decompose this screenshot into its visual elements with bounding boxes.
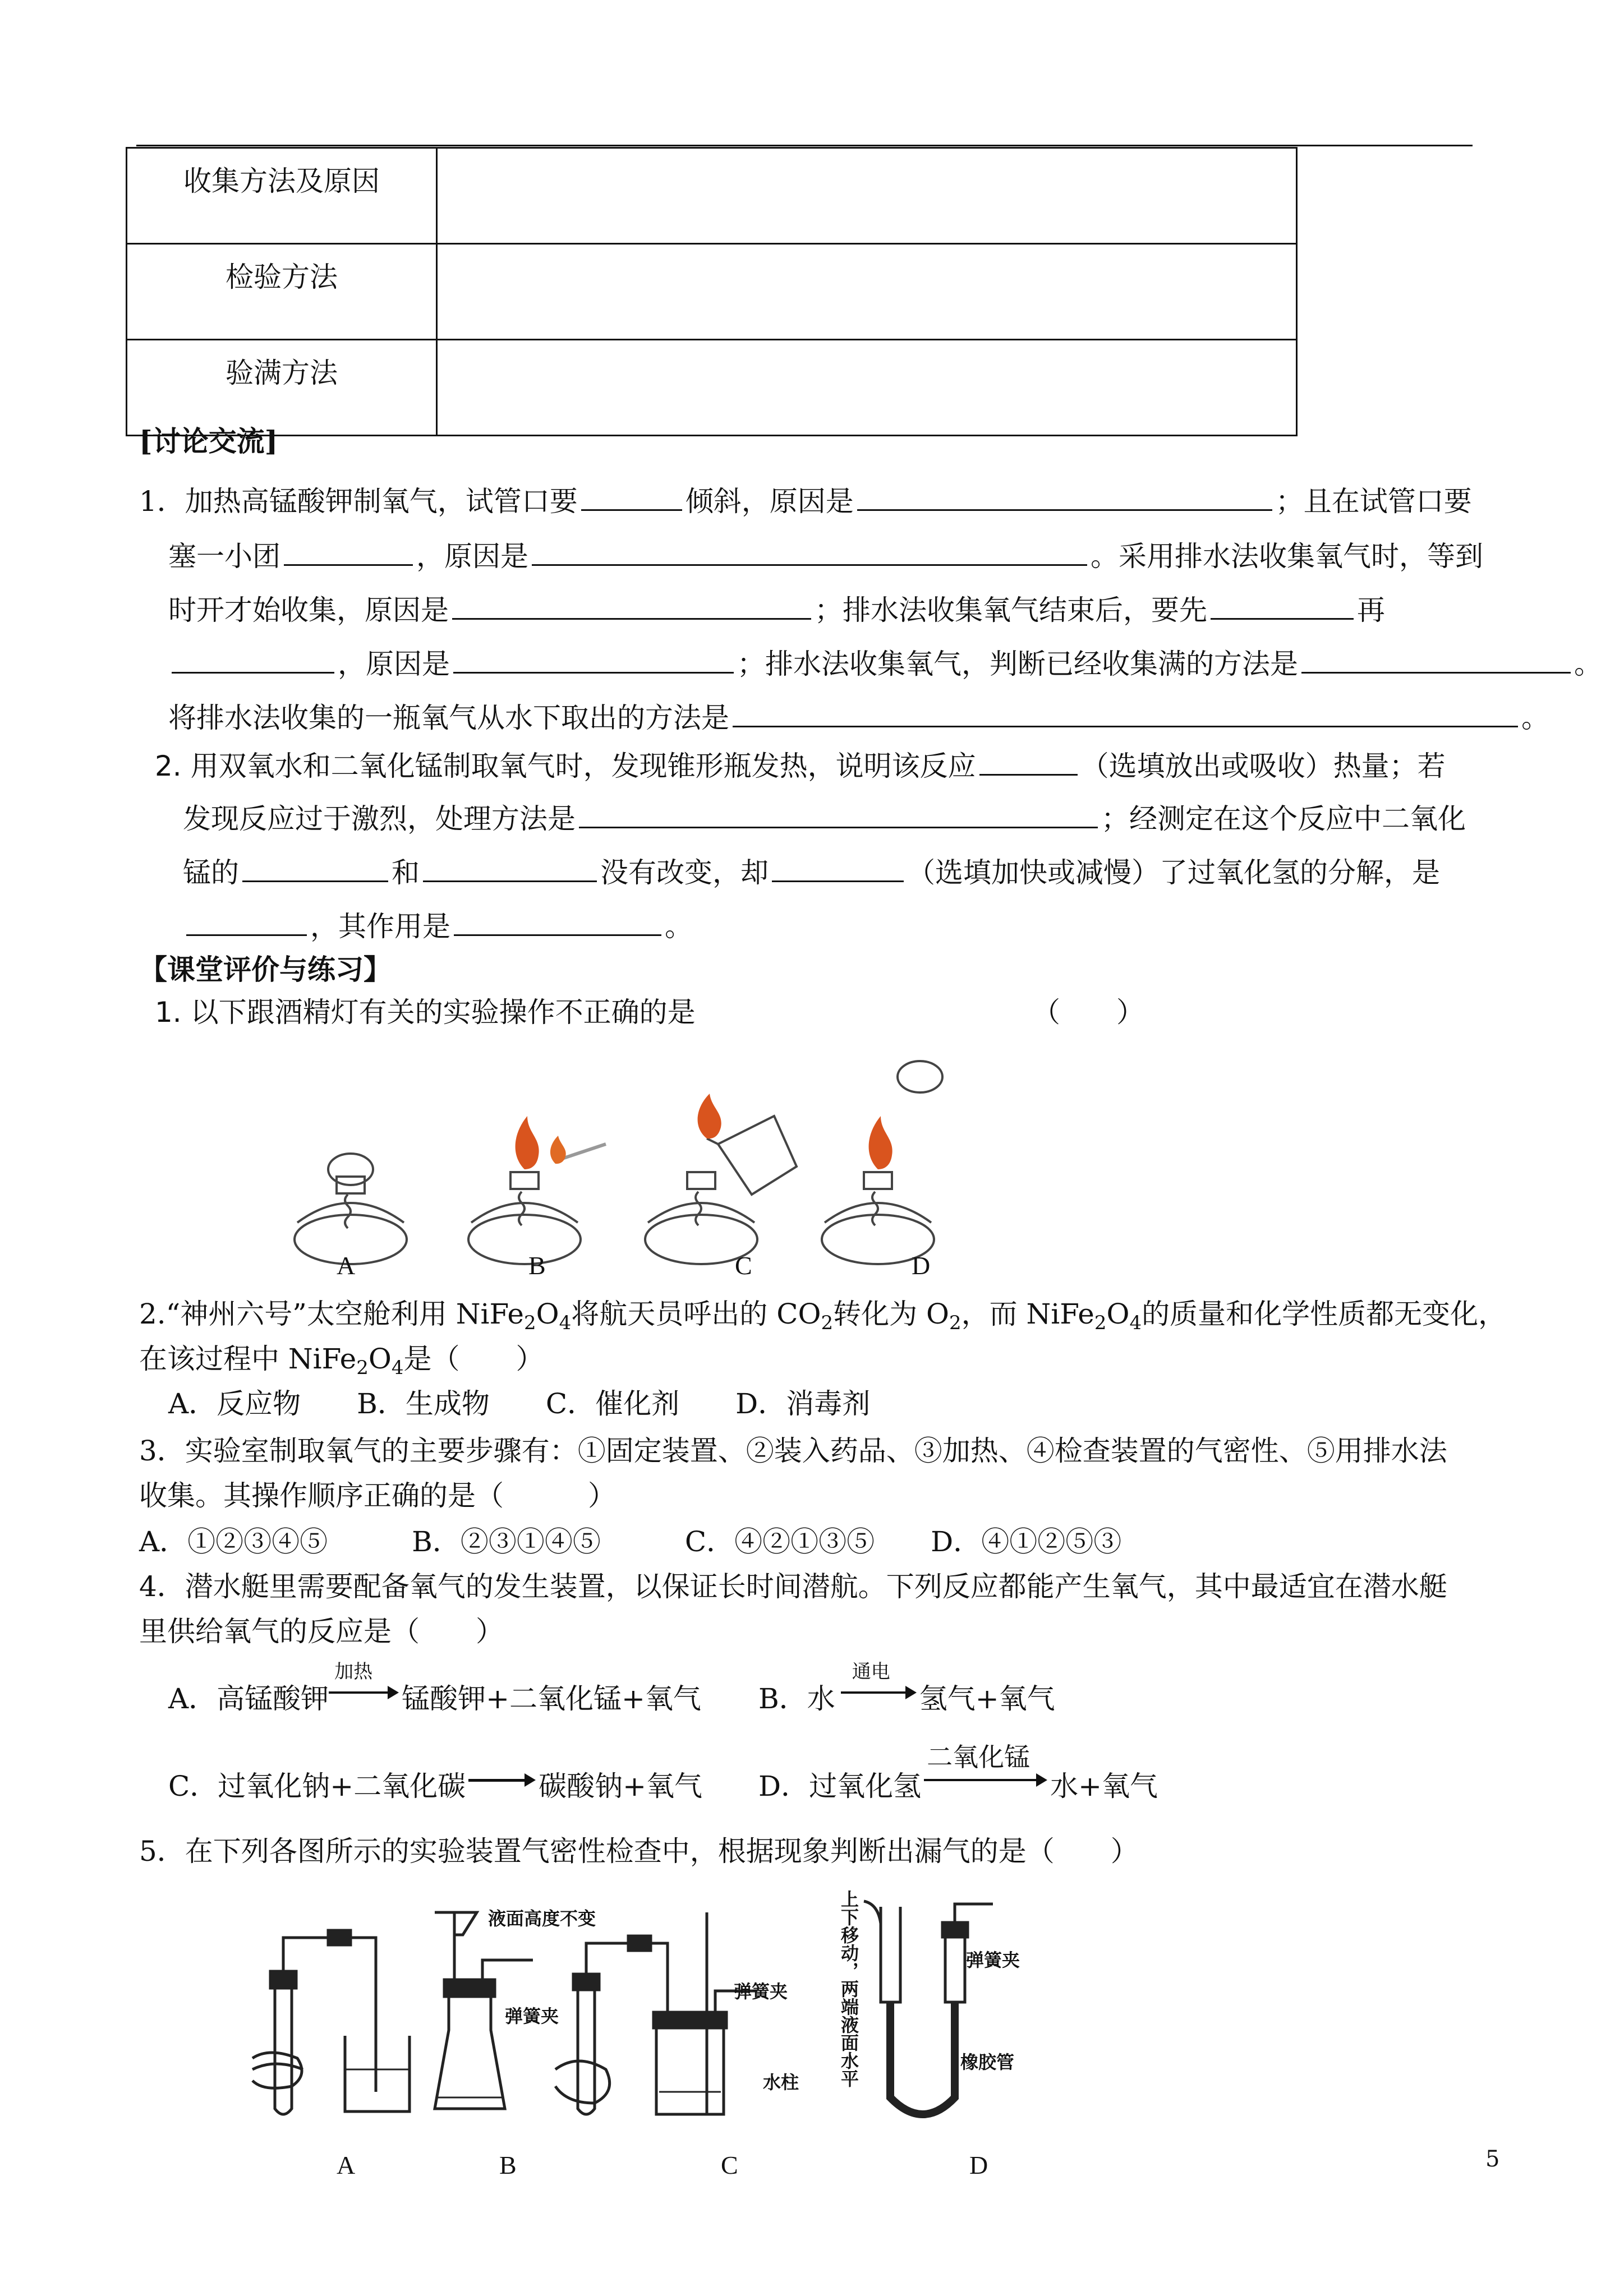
apparatus-a [252, 1930, 410, 2114]
practice-heading: 【课堂评价与练习】 [139, 953, 392, 986]
arrow-icon [468, 1779, 527, 1782]
text: O [536, 1298, 559, 1330]
table-row [127, 148, 1297, 244]
text: ，而 NiFe [961, 1298, 1094, 1330]
discussion-q1-line4 [168, 646, 1602, 678]
text: 锰的 [183, 856, 239, 889]
text: D．过氧化氢 [758, 1770, 922, 1802]
text: 氢气+氧气 [919, 1682, 1055, 1715]
answer-blank[interactable] [979, 748, 1078, 776]
discussion-q2-line1 [155, 748, 1446, 780]
discussion-q2-line3 [183, 855, 1440, 887]
table-cell-answer[interactable] [437, 340, 1297, 436]
header-rule [136, 145, 1473, 146]
q4-option-c [168, 1772, 702, 1800]
text: 再 [1357, 594, 1385, 626]
answer-blank[interactable] [423, 855, 597, 882]
q4-option-d [758, 1742, 1158, 1802]
text: 。采用排水法收集氧气时，等到 [1091, 540, 1483, 573]
annotation-d-rubber-tube: 橡胶管 [960, 2051, 1015, 2073]
subscript: 2 [1094, 1312, 1107, 1334]
airtightness-apparatus-figure [241, 1890, 1094, 2137]
practice-q1-answer-paren[interactable]: （ ） [1032, 996, 1144, 1029]
subscript: 2 [821, 1312, 834, 1334]
discussion-q2-line2 [183, 801, 1466, 833]
apparatus-c [555, 1912, 757, 2114]
table-cell-answer[interactable] [437, 148, 1297, 244]
discussion-q1-line1 [139, 483, 1472, 518]
alcohol-lamp-figure [292, 1054, 999, 1290]
text: 锰酸钾+二氧化锰+氧气 [402, 1682, 701, 1715]
summary-table [126, 147, 1298, 436]
text: 。 [1521, 702, 1549, 734]
discussion-q1-line5 [168, 700, 1549, 732]
text: C．过氧化钠+二氧化碳 [168, 1770, 466, 1802]
answer-blank[interactable] [772, 855, 904, 882]
practice-q3-line1: 3．实验室制取氧气的主要步骤有：①固定装置、②装入药品、③加热、④检查装置的气密性、⑤用排水法 [139, 1435, 1447, 1467]
lamp-label-b: B [528, 1251, 546, 1280]
lamp-c [645, 1116, 797, 1264]
text: 1．加热高锰酸钾制氧气，试管口要 [139, 485, 578, 518]
subscript: 4 [391, 1357, 404, 1379]
q4-option-b [758, 1661, 1055, 1715]
practice-q5-text: 5．在下列各图所示的实验装置气密性检查中，根据现象判断出漏气的是（ ） [139, 1835, 1139, 1868]
text: （选填放出或吸收）热量；若 [1080, 750, 1446, 782]
answer-blank[interactable] [733, 700, 1518, 727]
lamp-label-c: C [735, 1251, 752, 1280]
annotation-d-move: 上下移动，两端液面水平 [838, 1890, 859, 2087]
practice-q2-line2 [139, 1343, 544, 1379]
answer-blank[interactable] [532, 538, 1087, 566]
arrow-icon [329, 1691, 390, 1694]
text: A．高锰酸钾 [168, 1682, 329, 1715]
text: 没有改变，却 [600, 856, 769, 889]
text: 转化为 O [833, 1298, 949, 1330]
answer-blank[interactable] [581, 483, 682, 511]
practice-q2-line1 [139, 1298, 1507, 1334]
q4-option-a [168, 1661, 701, 1715]
discussion-q1-line3 [168, 592, 1385, 624]
subscript: 4 [1129, 1312, 1142, 1334]
answer-blank[interactable] [453, 646, 734, 674]
text: 倾斜，原因是 [685, 485, 854, 518]
discussion-heading: [讨论交流] [139, 425, 278, 458]
reaction-condition: 二氧化锰 [927, 1742, 1030, 1772]
discussion-q2-line4 [183, 909, 693, 943]
text: 碳酸钠+氧气 [539, 1770, 703, 1802]
text: 时开才始收集，原因是 [168, 594, 449, 626]
lamp-b [468, 1144, 606, 1264]
subscript: 2 [356, 1357, 369, 1379]
text: 塞一小团 [168, 540, 280, 573]
text: 水+氧气 [1050, 1770, 1158, 1802]
table-row [127, 340, 1297, 436]
answer-blank[interactable] [186, 909, 307, 936]
table-cell-label: 检验方法 [127, 244, 437, 340]
practice-q4-line1: 4．潜水艇里需要配备氧气的发生装置，以保证长时间潜航。下列反应都能产生氧气，其中最适宜在潜水艇 [139, 1570, 1447, 1603]
text: 将排水法收集的一瓶氧气从水下取出的方法是 [168, 702, 729, 734]
arrow-head-icon [1036, 1773, 1047, 1787]
annotation-d-clip: 弹簧夹 [966, 1949, 1020, 1971]
text: 是（ ） [403, 1343, 544, 1375]
lamp-a [295, 1154, 407, 1264]
arrow-head-icon [525, 1773, 536, 1787]
annotation-b-clip: 弹簧夹 [505, 2005, 559, 2027]
text: ；经测定在这个反应中二氧化 [1101, 803, 1466, 835]
lamp-c-flame [698, 1094, 721, 1138]
practice-q2-options: A．反应物 B．生成物 C．催化剂 D．消毒剂 [168, 1387, 871, 1420]
text: ；排水法收集氧气，判断已经收集满的方法是 [737, 648, 1298, 680]
answer-blank[interactable] [242, 855, 388, 882]
answer-blank[interactable] [454, 909, 661, 936]
text: 和 [392, 856, 420, 889]
answer-blank[interactable] [1301, 646, 1571, 674]
table-cell-answer[interactable] [437, 244, 1297, 340]
lamp-label-a: A [337, 1251, 356, 1280]
apparatus-label-d: D [969, 2151, 988, 2179]
answer-blank[interactable] [172, 646, 334, 674]
text: B．水 [758, 1682, 835, 1715]
discussion-q1-line2 [168, 538, 1483, 573]
text: O [368, 1343, 392, 1375]
subscript: 2 [524, 1312, 536, 1334]
arrow-icon [924, 1779, 1039, 1781]
apparatus-d [864, 1901, 993, 2114]
text: 将航天员呼出的 CO [571, 1298, 821, 1330]
text: ，原因是 [338, 648, 450, 680]
text: 2. 用双氧水和二氧化锰制取氧气时，发现锥形瓶发热，说明该反应 [155, 750, 976, 782]
annotation-c-clip: 弹簧夹 [734, 1981, 788, 2002]
text: ；且在试管口要 [1275, 485, 1472, 518]
answer-blank[interactable] [284, 538, 413, 566]
arrow-icon [841, 1691, 908, 1694]
lamp-b-match-flame [550, 1136, 566, 1164]
text: （选填加快或减慢）了过氧化氢的分解，是 [907, 856, 1440, 889]
text: 。 [1574, 648, 1602, 680]
text: ，原因是 [416, 540, 528, 573]
apparatus-label-b: B [499, 2151, 517, 2179]
apparatus-label-c: C [721, 2151, 738, 2179]
text: 在该过程中 NiFe [139, 1343, 357, 1375]
lamp-d-flame [869, 1116, 892, 1169]
table-cell-label: 验满方法 [127, 340, 437, 436]
arrow-head-icon [388, 1686, 399, 1699]
practice-q4-line2: 里供给氧气的反应是（ ） [139, 1615, 504, 1648]
reaction-condition: 通电 [852, 1661, 890, 1683]
answer-blank[interactable] [857, 483, 1272, 511]
answer-blank[interactable] [452, 592, 811, 620]
table-row [127, 244, 1297, 340]
text: ，其作用是 [310, 910, 450, 943]
text: ；排水法收集氧气结束后，要先 [815, 594, 1207, 626]
practice-q1-text: 1. 以下跟酒精灯有关的实验操作不正确的是 [155, 996, 696, 1029]
practice-q3-line2: 收集。其操作顺序正确的是（ ） [139, 1479, 616, 1512]
arrow-head-icon [905, 1686, 917, 1699]
table-cell-label: 收集方法及原因 [127, 148, 437, 244]
text: 发现反应过于激烈，处理方法是 [183, 803, 576, 835]
page-number: 5 [1485, 2146, 1500, 2172]
reaction-condition: 加热 [334, 1661, 373, 1683]
practice-q3-options: A．①②③④⑤ B．②③①④⑤ C．④②①③⑤ D．④①②⑤③ [139, 1525, 1122, 1558]
text: 2.“神州六号”太空舱利用 NiFe [139, 1298, 525, 1330]
lamp-b-flame [516, 1116, 539, 1169]
subscript: 2 [949, 1312, 961, 1334]
answer-blank[interactable] [579, 801, 1098, 828]
subscript: 4 [559, 1312, 572, 1334]
apparatus-label-a: A [337, 2151, 356, 2179]
annotation-c-water-column: 水柱 [763, 2072, 799, 2093]
annotation-b-level-unchanged: 液面高度不变 [488, 1908, 596, 1929]
text: 的质量和化学性质都无变化， [1142, 1298, 1507, 1330]
text: 。 [665, 910, 693, 943]
text: O [1106, 1298, 1130, 1330]
answer-blank[interactable] [1211, 592, 1354, 620]
lamp-label-d: D [912, 1251, 931, 1280]
